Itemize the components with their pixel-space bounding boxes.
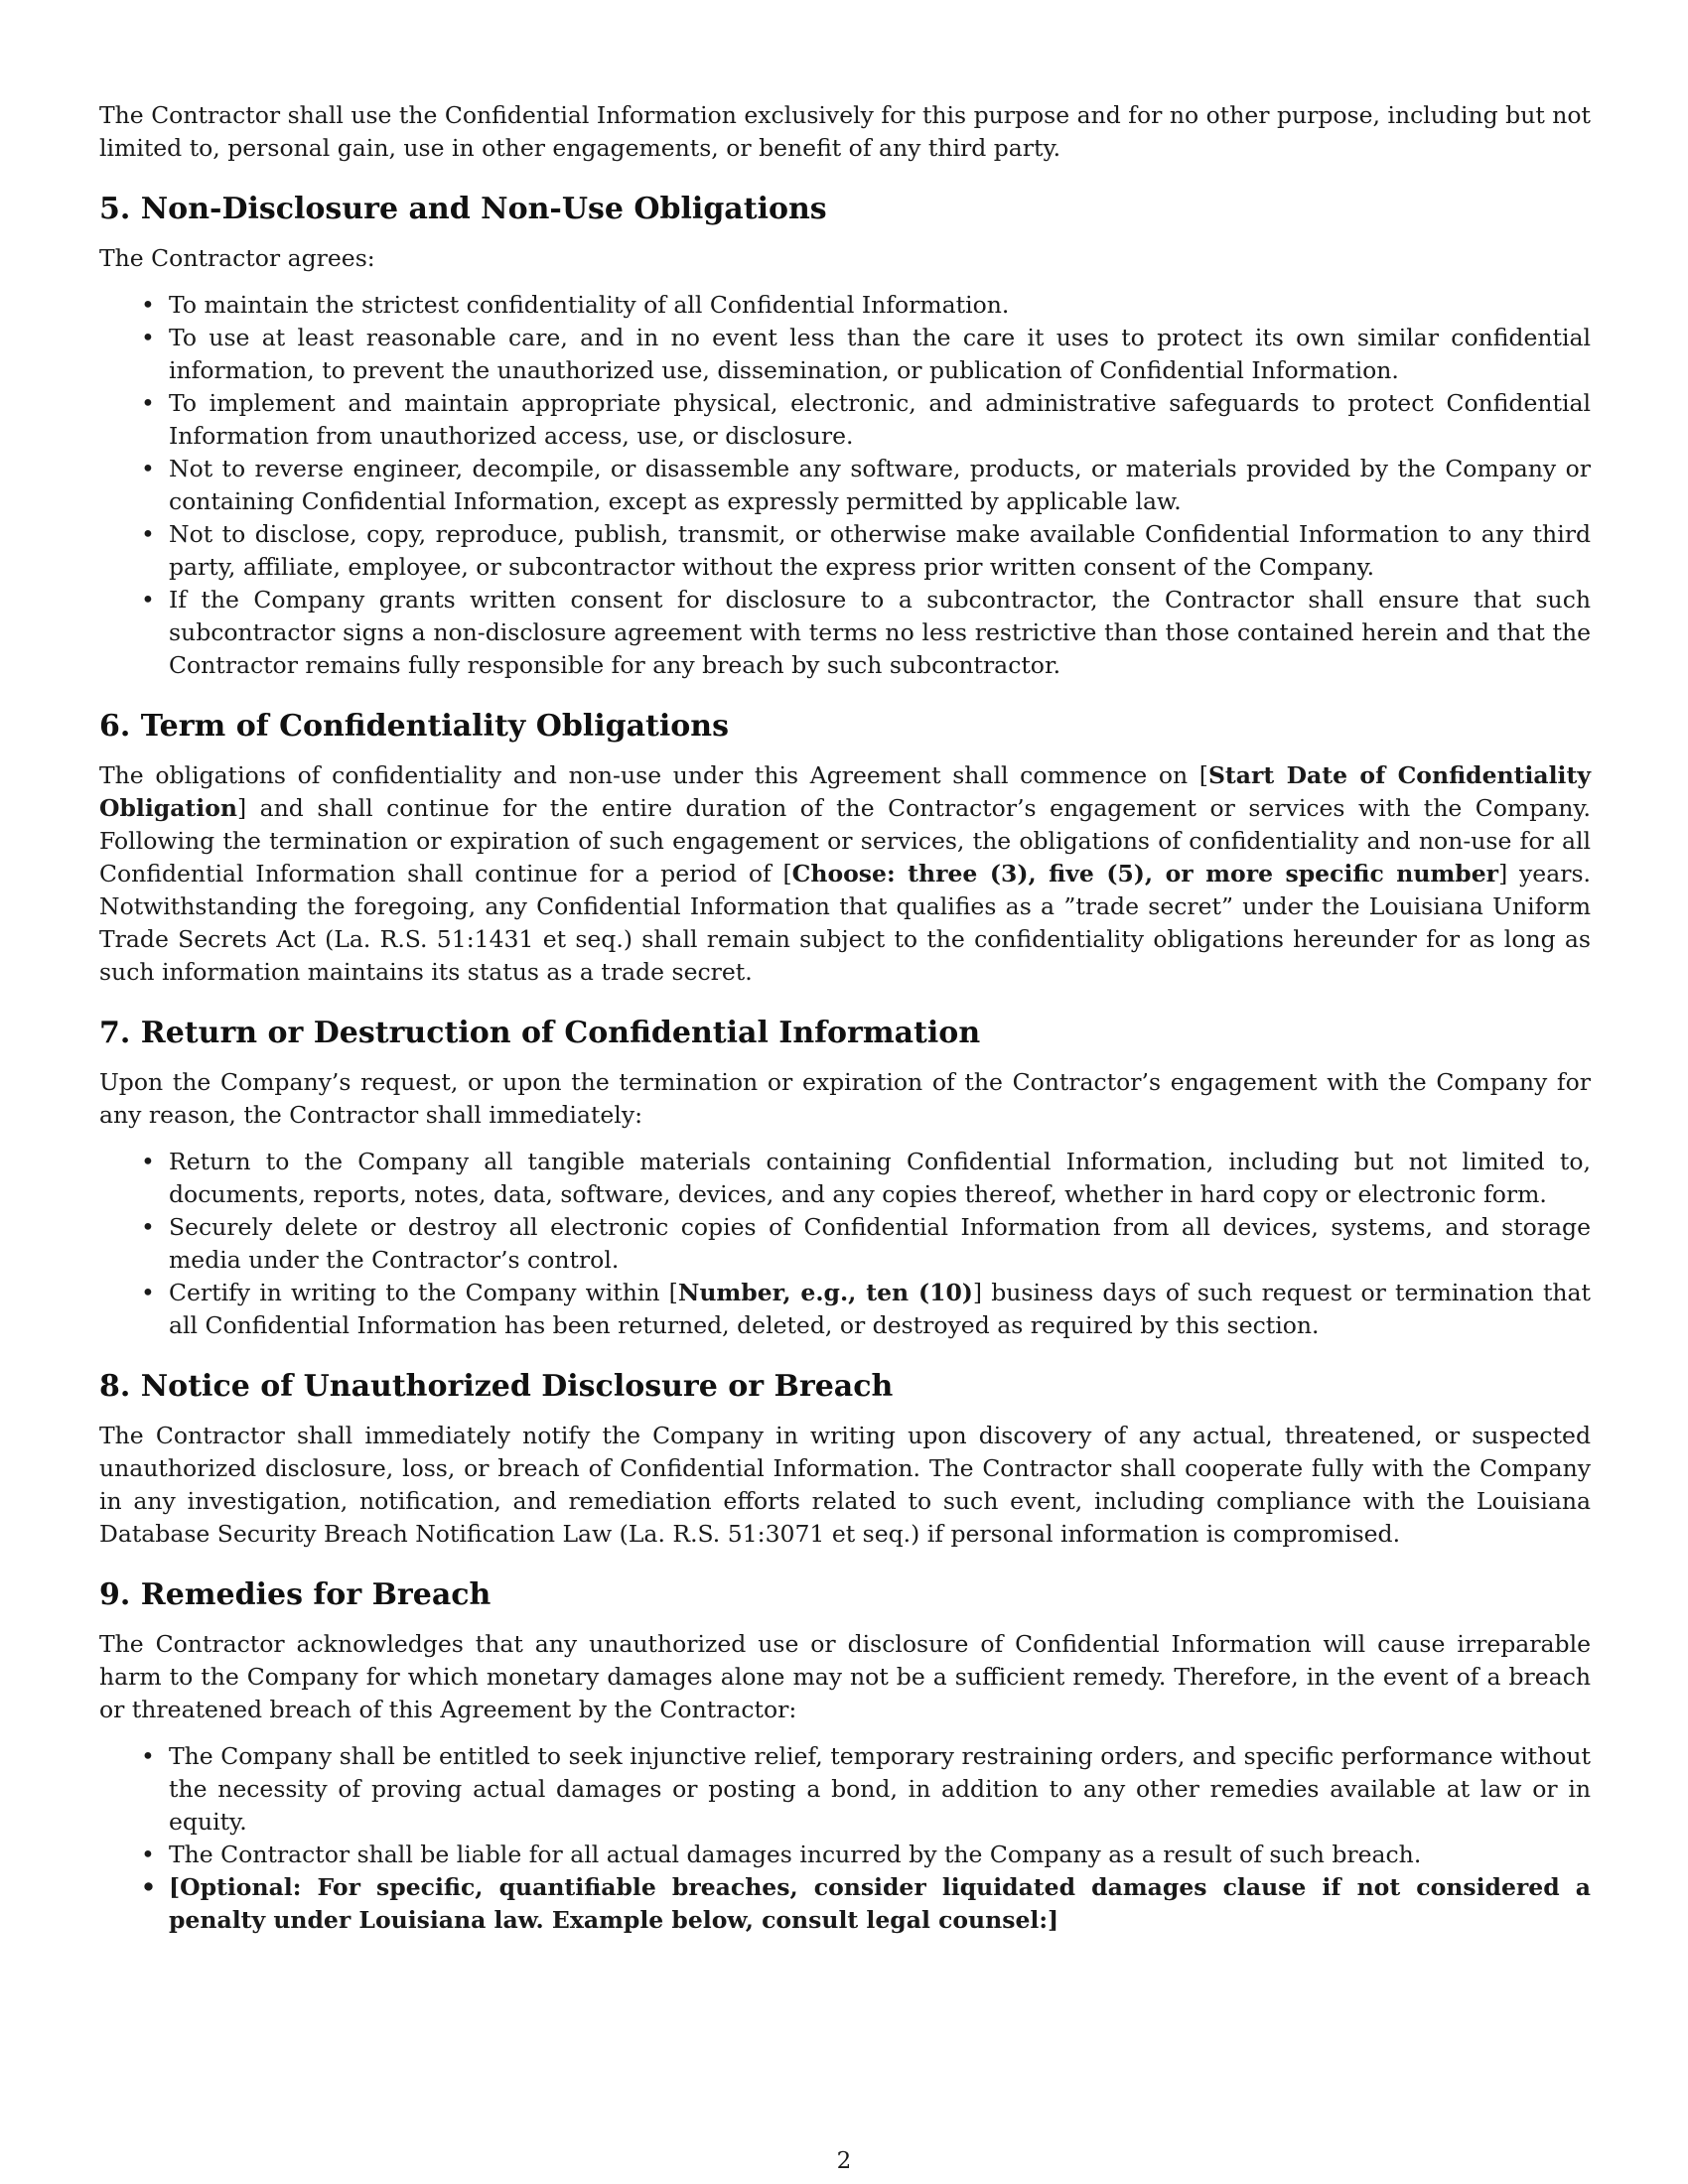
list-item: • To use at least reasonable care, and in no event less than the care it uses to protect its own similar confidential information, to prevent the unauthorized use, dissemination, or publication of Confidential Information. [169, 322, 1591, 387]
list-item: • Return to the Company all tangible materials containing Confidential Information, including but not limited to, documents, reports, notes, data, software, devices, and any copies thereof, whether in hard copy or electronic form. [169, 1146, 1591, 1211]
text-run: ] years. Notwithstanding the foregoing, any Confidential Information that qualifies as a ”trade secret” under the Louisiana Uniform Trade Secrets Act (La. R.S. 51:1431 et seq.) shall remain subject to the confidentiality obligations hereunder for as long as such information maintains its status as a trade secret. [99, 860, 1591, 986]
section-9-lead: The Contractor acknowledges that any unauthorized use or disclosure of Confidential Information will cause irreparable harm to the Company for which monetary damages alone may not be a sufficient remedy. Therefore, in the event of a breach or threatened breach of this Agreement by the Contractor: [99, 1630, 1591, 1723]
term-length-placeholder: Choose: three (3), five (5), or more specific number [791, 860, 1499, 887]
section-5-lead: The Contractor agrees: [99, 244, 375, 272]
section-7-heading: 7. Return or Destruction of Confidential Information [99, 1016, 981, 1050]
section-8-paragraph: The Contractor shall immediately notify the Company in writing upon discovery of any actual, threatened, or suspected unauthorized disclosure, loss, or breach of Confidential Information. The Contractor shall cooperate fully with the Company in any investigation, notification, and remediation efforts related to such event, including compliance with the Louisiana Database Security Breach Notification Law (La. R.S. 51:3071 et seq.) if personal information is compromised. [99, 1422, 1591, 1548]
section-8-heading: 8. Notice of Unauthorized Disclosure or Breach [99, 1369, 894, 1404]
document-page [99, 99, 1591, 1937]
list-item [169, 1277, 1591, 1342]
section-5-heading: 5. Non-Disclosure and Non-Use Obligations [99, 192, 827, 226]
list-item: • To maintain the strictest confidentiality of all Confidential Information. [169, 289, 1591, 322]
intro-paragraph: The Contractor shall use the Confidential Information exclusively for this purpose and for no other purpose, including but not limited to, personal gain, use in other engagements, or benefit of any third party. [99, 101, 1591, 162]
list-item: • To implement and maintain appropriate physical, electronic, and administrative safeguards to protect Confidential Information from unauthorized access, use, or disclosure. [169, 387, 1591, 453]
section-7-list [99, 1146, 1591, 1342]
section-5-list [99, 289, 1591, 682]
list-item: • Not to disclose, copy, reproduce, publish, transmit, or otherwise make available Confidential Information to any third party, affiliate, employee, or subcontractor without the express prior written consent of the Company. [169, 518, 1591, 584]
list-item: • [Optional: For specific, quantifiable breaches, consider liquidated damages clause if not considered a penalty under Louisiana law. Example below, consult legal counsel:] [169, 1871, 1591, 1937]
list-item: • The Contractor shall be liable for all actual damages incurred by the Company as a result of such breach. [169, 1839, 1591, 1871]
list-item: • The Company shall be entitled to seek injunctive relief, temporary restraining orders, and specific performance without the necessity of proving actual damages or posting a bond, in addition to any other remedies available at law or in equity. [169, 1740, 1591, 1839]
text-run: ] business days of such request or termination that all Confidential Information has been returned, deleted, or destroyed as required by this section. [169, 1279, 1591, 1339]
text-run: ] and shall continue for the entire duration of the Contractor’s engagement or services with the Company. Following the termination or expiration of such engagement or services, the obligations of confidentiality and non-use for all Confidential Information shall continue for a period of [ [99, 794, 1591, 887]
section-9-heading: 9. Remedies for Breach [99, 1577, 492, 1612]
section-9-list [99, 1740, 1591, 1937]
text-run: Certify in writing to the Company within [ [169, 1279, 678, 1306]
text-run: The obligations of confidentiality and non-use under this Agreement shall commence on [ [99, 761, 1208, 789]
section-7-lead: Upon the Company’s request, or upon the termination or expiration of the Contractor’s engagement with the Company for any reason, the Contractor shall immediately: [99, 1068, 1591, 1129]
page-number: 2 [836, 2148, 852, 2174]
list-item: • If the Company grants written consent for disclosure to a subcontractor, the Contractor shall ensure that such subcontractor signs a non-disclosure agreement with terms no less restrictive than those contained herein and that the Contractor remains fully responsible for any breach by such subcontractor. [169, 584, 1591, 682]
section-6-paragraph [99, 759, 1591, 989]
section-6-heading: 6. Term of Confidentiality Obligations [99, 709, 729, 744]
list-item: • Not to reverse engineer, decompile, or disassemble any software, products, or materials provided by the Company or containing Confidential Information, except as expressly permitted by applicable law. [169, 453, 1591, 518]
start-date-placeholder: Start Date of Confidentiality Obligation [99, 761, 1591, 822]
business-days-placeholder: Number, e.g., ten (10) [677, 1279, 973, 1306]
list-item: • Securely delete or destroy all electronic copies of Confidential Information from all devices, systems, and storage media under the Contractor’s control. [169, 1211, 1591, 1277]
